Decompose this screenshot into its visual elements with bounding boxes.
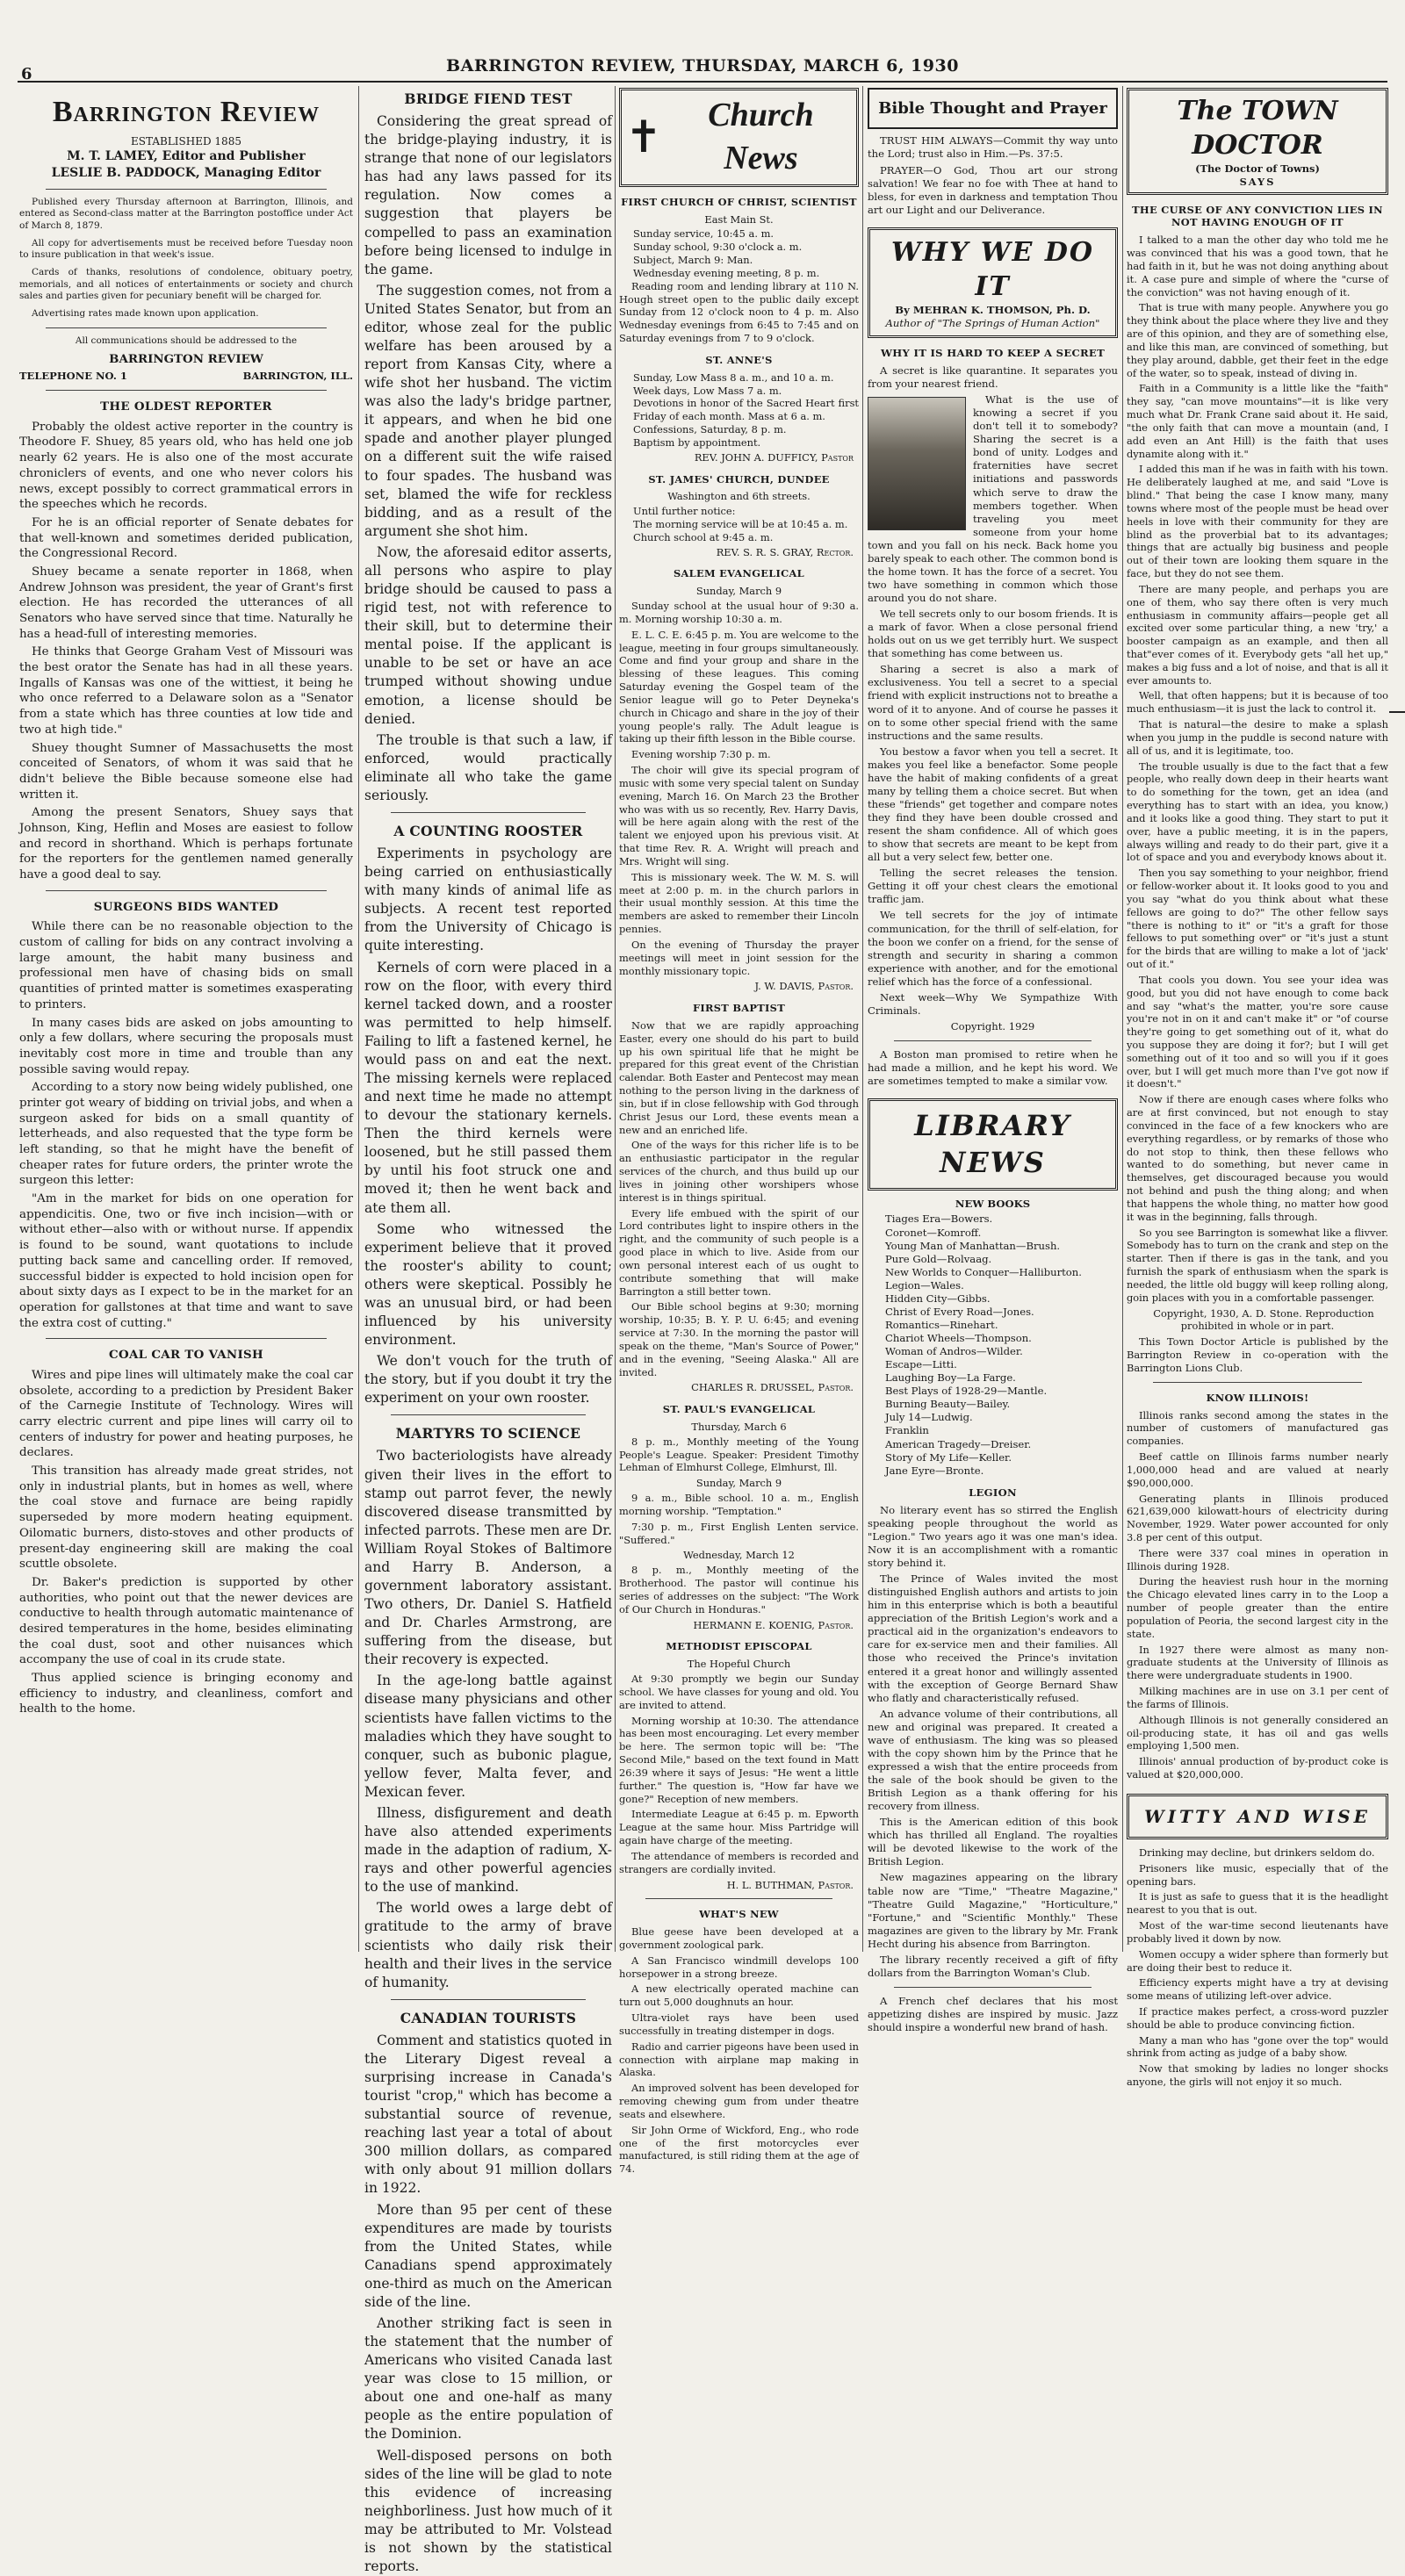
church-headline: ST. ANNE'S xyxy=(705,353,773,366)
article-headline: WHAT'S NEW xyxy=(699,1908,779,1921)
column-1 xyxy=(19,88,353,1949)
schedule-line: Subject, March 9: Man. xyxy=(633,254,753,267)
article-paragraph: Prisoners like music, especially that of the opening bars. xyxy=(1127,1861,1388,1888)
article-paragraph: In 1927 there were almost as many non-graduate students at the University of Illinois as there were undergraduate students in 1900. xyxy=(1127,1643,1388,1682)
bible-thought-header: Bible Thought and Prayer xyxy=(868,88,1118,129)
book-item: Tiages Era—Bowers. xyxy=(885,1212,993,1226)
book-item: Young Man of Manhattan—Brush. xyxy=(885,1239,1061,1252)
church-subhead: East Main St. xyxy=(704,212,774,226)
book-item: Story of My Life—Keller. xyxy=(885,1450,1012,1464)
pastor-signature: HERMANN E. KOENIG, Pastor. xyxy=(693,1618,854,1631)
article-paragraph: We tell secrets only to our bosom friends. It is a mark of favor. When a close personal friend holds out on us we get terribly hurt. We suspect that something has come between us. xyxy=(868,608,1118,660)
article-paragraph: During the heaviest rush hour in the morning the Chicago elevated lines carry in to the Loop a number of people greater than the entire population of Peoria, the second largest city in the state. xyxy=(1127,1575,1388,1640)
church-paragraph: This is missionary week. The W. M. S. will meet at 2:00 p. m. in the church parlors in their usual monthly session. At this time the members are asked to remember their Lincoln pennies. xyxy=(619,870,859,936)
column-4 xyxy=(868,88,1118,2034)
article-paragraph: A French chef declares that his most appetizing dishes are inspired by music. Jazz should inspire a wonderful new brand of hash. xyxy=(868,1994,1118,2034)
editor: M. T. LAMEY, Editor and Publisher xyxy=(67,149,306,164)
copyright: Copyright, 1930, A. D. Stone. Reproduction prohibited in whole or in part. xyxy=(1153,1306,1374,1333)
schedule-line: Confessions, Saturday, 8 p. m. xyxy=(633,423,787,436)
why-we-do-it-header xyxy=(868,227,1118,338)
column-5 xyxy=(1127,88,1388,2089)
church-paragraph: Now that we are rapidly approaching Easter, every one should do his part to build up his own spiritual life that he might be prepared for this great event of the Christian calendar. Both Easter and Pentecost may mean nothing to the person living in the darkness of sin, but if in close fellowship with God through Christ Jesus our Lord, these events mean a new and an enriched life. xyxy=(619,1018,859,1136)
article-paragraph: Thus applied science is bringing economy and efficiency to industry, and cleanliness, comfort and health to the home. xyxy=(19,1672,353,1716)
article-paragraph: We tell secrets for the joy of intimate communication, for the thrill of self-elation, for the boon we confer on a friend, for the sense of strength and security in sharing a common experience with another, and for the emotional relief which has the force of a confessional. xyxy=(868,909,1118,988)
column-2 xyxy=(364,88,612,2574)
article-paragraph: No literary event has so stirred the English speaking people throughout the world as "Legion." Two years ago it was one man's idea. Now it is an accomplishment with a romantic story behind it. xyxy=(868,1503,1118,1570)
article-paragraph: Ultra-violet rays have been used successfully in treating distemper in dogs. xyxy=(619,2011,859,2037)
why-author: By MEHRAN K. THOMSON, Ph. D. xyxy=(895,303,1091,316)
article-paragraph: Now, the aforesaid editor asserts, all persons who aspire to play bridge should be caused to pass a rigid test, not with reference to their skill, but to determine their mental poise. If the applicant is unable to be set or have an ace trumped without showing undue emotion, a license should be denied. xyxy=(364,543,612,727)
article-paragraph: Many a man who has "gone over the top" would shrink from acting as judge of a baby show. xyxy=(1127,2033,1388,2060)
article-paragraph: Wires and pipe lines will ultimately make the coal car obsolete, according to a prediction by President Baker of the Carnegie Institute of Technology. Wires will carry electric current and pipe lines will carry oil to centers of industry for power and heating purposes, he declares. xyxy=(19,1368,353,1460)
book-item: Chariot Wheels—Thompson. xyxy=(885,1332,1032,1345)
book-item: Burning Beauty—Bailey. xyxy=(885,1398,1011,1411)
schedule-line: The morning service will be at 10:45 a. m. xyxy=(633,518,848,530)
article-headline: MARTYRS TO SCIENCE xyxy=(395,1425,581,1443)
article-paragraph: Some who witnessed the experiment believe that it proved the rooster's ability to count; others were skeptical. Possibly he was an unusual bird, or had been influenced by his university environment. xyxy=(364,1220,612,1349)
book-item: Best Plays of 1928-29—Mantle. xyxy=(885,1385,1048,1398)
town-doctor-subtitle: (The Doctor of Towns) xyxy=(1195,162,1320,175)
article-paragraph: The Prince of Wales invited the most distinguished English authors and artists to join him in this enterprise which is both a beautiful appreciation of the British Legion's work and a practical aid in the organization's endeavors to care for ex-service men and their families. All those who received the Prince's invitation entered it a great honor and willingly assented with the exception of George Bernard Shaw who flatly and characteristically refused. xyxy=(868,1572,1118,1704)
article-paragraph: A secret is like quarantine. It separates you from your nearest friend. xyxy=(868,363,1118,391)
address-note: All communications should be addressed to the xyxy=(75,335,298,346)
book-item: Christ of Every Road—Jones. xyxy=(885,1305,1034,1318)
book-item: Pure Gold—Rolvaag. xyxy=(885,1252,992,1265)
article-headline: THE CURSE OF ANY CONVICTION LIES IN NOT HAVING ENOUGH OF IT xyxy=(1132,203,1383,229)
article-paragraph: Radio and carrier pigeons have been used in connection with airplane map making in Alaska. xyxy=(619,2040,859,2079)
article-headline: BRIDGE FIEND TEST xyxy=(404,90,573,107)
schedule-line: Devotions in honor of the Sacred Heart first Friday of each month. Mass at 6 a. m. xyxy=(633,397,859,423)
church-paragraph: On the evening of Thursday the prayer meetings will meet in joint session for the monthly missionary topic. xyxy=(619,938,859,977)
pastor-signature: CHARLES R. DRUSSEL, Pastor. xyxy=(691,1381,854,1394)
book-item: Hidden City—Gibbs. xyxy=(885,1292,991,1305)
article-paragraph: Shuey became a senate reporter in 1868, when Andrew Johnson was president, the year of Grant's first election. He has recorded the utterances of all Senators who have served since that time. Naturally he has a head-full of interesting memories. xyxy=(19,565,353,641)
church-paragraph: 9 a. m., Bible school. 10 a. m., English morning worship. "Temptation." xyxy=(619,1492,859,1517)
article-headline: CANADIAN TOURISTS xyxy=(400,2009,577,2026)
book-item: Jane Eyre—Bronte. xyxy=(885,1464,984,1477)
schedule-line: Sunday school, 9:30 o'clock a. m. xyxy=(633,241,803,254)
article-paragraph: An advance volume of their contributions, all new and original was prepared. It created a wave of enthusiasm. The king was so pleased with the copy shown him by the Prince that he expressed a wish that the entire proceeds from the sale of the book should be given to the British Legion as a thank offering for his recovery from illness. xyxy=(868,1707,1118,1813)
church-paragraph: Reading room and lending library at 110 N. Hough street open to the public daily except Sunday from 12 o'clock noon to 4 p. m. Also Wednesday evenings from 6:45 to 7:45 and on Saturday evenings from 7 to 9 o'clock. xyxy=(619,279,859,345)
column-rule xyxy=(615,86,616,1952)
article-paragraph: Now that smoking by ladies no longer shocks anyone, the girls will not enjoy it so much. xyxy=(1127,2062,1388,2089)
article-paragraph: Efficiency experts might have a try at devising some means of utilizing left-over advice. xyxy=(1127,1976,1388,2003)
book-item: Legion—Wales. xyxy=(885,1278,964,1292)
article-headline: COAL CAR TO VANISH xyxy=(109,1348,263,1363)
article-paragraph: A new electrically operated machine can turn out 5,000 doughnuts an hour. xyxy=(619,1982,859,2009)
article-paragraph: A Boston man promised to retire when he had made a million, and he kept his word. We are sometimes tempted to make a similar vow. xyxy=(868,1048,1118,1088)
article-paragraph: A San Francisco windmill develops 100 horsepower in a strong breeze. xyxy=(619,1954,859,1980)
article-paragraph: Considering the great spread of the bridge-playing industry, it is strange that none of our legislators has had any laws passed for its regulation. Now comes a suggestion that players be compelled to pass an examination before being licensed to indulge in the game. xyxy=(364,113,612,277)
schedule-line: Week days, Low Mass 7 a. m. xyxy=(633,384,782,397)
article-paragraph: This is the American edition of this book which has thrilled all England. The royalties will be devoted likewise to the work of the British Legion. xyxy=(868,1816,1118,1868)
article-paragraph: Sir John Orme of Wickford, Eng., who rode one of the first motorcycles ever manufactured, is still riding them at the age of 74. xyxy=(619,2123,859,2176)
church-subhead: Thursday, March 6 xyxy=(691,1421,787,1433)
article-paragraph: We don't vouch for the truth of the story, but if you doubt it try the experiment on your own rooster. xyxy=(364,1353,612,1407)
church-paragraph: Our Bible school begins at 9:30; morning worship, 10:35; B. Y. P. U. 6:45; and evening service at 7:30. In the morning the pastor will speak on the theme, "Man's Source of Power," and in the evening, "Seeing Alaska." All are invited. xyxy=(619,1300,859,1378)
edge-mark xyxy=(1389,711,1405,713)
church-subhead: Washington and 6th streets. xyxy=(667,490,811,503)
town-doctor-header xyxy=(1127,88,1388,195)
article-paragraph: Illinois ranks second among the states in the number of customers of manufactured gas companies. xyxy=(1127,1408,1388,1448)
article-paragraph: While there can be no reasonable objection to the custom of calling for bids on any contract involving a large amount, the habit many business and professional men have of chasing bids on small quantities of printed matter is sometimes exasperating to printers. xyxy=(19,920,353,1011)
article-paragraph: Probably the oldest active reporter in the country is Theodore F. Shuey, 85 years old, who has held one job nearly 62 years. He is also one of the most accurate chroniclers of events, and one who never colors his news, except possibly to correct grammatical errors in the speeches which he records. xyxy=(19,420,353,512)
why-author-credit: Author of "The Springs of Human Action" xyxy=(885,316,1100,329)
pastor-signature: H. L. BUTHMAN, Pastor. xyxy=(726,1878,854,1891)
book-item: Escape—Litti. xyxy=(885,1358,957,1371)
article-paragraph: What is the use of knowing a secret if you don't tell it to somebody? Sharing the secret is a bond of unity. Lodges and fraternities have secret initiations and passwords which serve to draw the members together. When traveling you meet someone from your home town and you fall on his neck. Back home you barely speak to each other. The common bond is the home town. It has the force of a secret. You two have something in common which those around you do not share. xyxy=(868,393,1118,605)
article-paragraph: The world owes a large debt of gratitude to the army of brave scientists who daily risk their health and their lives in the service of humanity. xyxy=(364,1900,612,1990)
article-paragraph: Next week—Why We Sympathize With Criminals. xyxy=(868,990,1118,1017)
prayer-paragraph: PRAYER—O God, Thou art our strong salvation! We fear no foe with Thee at hand to bless, for even in darkness and temptation Thou art our Light and our Deliverance. xyxy=(868,163,1118,216)
church-paragraph: The attendance of members is recorded and strangers are cordially invited. xyxy=(619,1849,859,1875)
schedule-line: Until further notice: xyxy=(633,505,736,518)
article-paragraph: This transition has already made great strides, not only in industrial plants, but in homes as well, where the coal stove and furnace are being rapidly superseded by more modern heating equipment. Oilomatic burners, disto-stoves and other products of present-day engineering skill are making the coal scuttle obsolete. xyxy=(19,1464,353,1572)
address-name: BARRINGTON REVIEW xyxy=(109,352,263,367)
article-paragraph: If practice makes perfect, a cross-word puzzler should be able to produce convincing fiction. xyxy=(1127,2005,1388,2031)
article-paragraph: I added this man if he was in faith with his town. He deliberately laughed at me, and said "Love is blind." That being the case I know many, many towns where most of the people must be head over heels in love with their community for they are blind as the proverbial bat to its advantages; things that are actually big business and people out of their town are looking them square in the face, but they do not see them. xyxy=(1127,463,1388,580)
church-paragraph: At 9:30 promptly we begin our Sunday school. We have classes for young and old. You are invited to attend. xyxy=(619,1673,859,1711)
article-paragraph: Among the present Senators, Shuey says that Johnson, King, Heflin and Moses are easiest to follow and record in shorthand. Which is perhaps fortunate for the reporters for the gentlemen named generally have a good deal to say. xyxy=(19,806,353,882)
article-paragraph: This Town Doctor Article is published by the Barrington Review in co-operation with the Barrington Lions Club. xyxy=(1127,1335,1388,1374)
church-subhead: Sunday, March 9 xyxy=(695,1477,782,1490)
article-paragraph: He thinks that George Graham Vest of Missouri was the best orator the Senate has had in all these years. Ingalls of Kansas was one of the wittiest, it being he who once referred to a Delaware solon as a "Senator from a state which has three counties at low tide and two at high tide." xyxy=(19,645,353,737)
church-news-title: Church News xyxy=(708,97,814,177)
library-news-header: LIBRARY NEWS xyxy=(868,1098,1118,1191)
church-paragraph: The choir will give its special program of music with some very special talent on Sunday evening, March 16. On March 23 the Brother who was with us so recently, Rev. Harry Davis, will be here again along with the rest of the talent we enjoyed upon his previous visit. At that time Rev. R. A. Wright will preach and Mrs. Wright will sing. xyxy=(619,764,859,867)
article-paragraph: The library recently received a gift of fifty dollars from the Barrington Woman's Club. xyxy=(868,1953,1118,1979)
column-rule xyxy=(1122,86,1123,1952)
article-paragraph: Experiments in psychology are being carried on enthusiastically with many kinds of animal life as subjects. A recent test reported from the University of Chicago is quite interesting. xyxy=(364,845,612,954)
page-number: 6 xyxy=(21,65,32,83)
article-paragraph: Well, that often happens; but it is because of too much enthusiasm—it is just the lack to control it. xyxy=(1127,689,1388,716)
book-item: Laughing Boy—La Farge. xyxy=(885,1371,1016,1385)
book-item: Coronet—Komroff. xyxy=(885,1226,982,1239)
column-rule xyxy=(358,86,359,1952)
city: BARRINGTON, ILL. xyxy=(242,369,353,382)
pastor-signature: J. W. DAVIS, Pastor. xyxy=(754,980,854,993)
article-paragraph: Then you say something to your neighbor, friend or fellow-worker about it. It looks good to you and you say "what do you think about what these fellows are going to do?" The other fellow says "there is nothing to it" or "it's a graft for those fellows to put something over" or "it's just a stunt for the birds that are willing to make a lot of 'jack' out of it." xyxy=(1127,867,1388,971)
church-paragraph: Every life embued with the spirit of our Lord contributes light to inspire others in the right, and the community of such people is a good place in which to live. Aside from our own personal interest each of us ought to contribute something that will make Barrington a still better town. xyxy=(619,1206,859,1298)
article-paragraph: Milking machines are in use on 3.1 per cent of the farms of Illinois. xyxy=(1127,1685,1388,1710)
article-paragraph: Faith in a Community is a little like the "faith" they say, "can move mountains"—it is like very much what Dr. Frank Crane said about it. He said, "the only faith that can move a mountain (and, I add even an Ant Hill) is the faith that uses dynamite along with it." xyxy=(1127,382,1388,460)
article-paragraph: The trouble is that such a law, if enforced, would practically eliminate all who take the game seriously. xyxy=(364,731,612,803)
article-paragraph: Illness, disfigurement and death have also attended experiments made in the adaption of radium, X-rays and other powerful agencies to the use of mankind. xyxy=(364,1804,612,1896)
pastor-signature: REV. S. R. S. GRAY, Rector. xyxy=(716,545,854,558)
article-headline: THE OLDEST REPORTER xyxy=(100,399,272,414)
article-headline: WHY IT IS HARD TO KEEP A SECRET xyxy=(880,346,1106,359)
church-subhead: Sunday, March 9 xyxy=(695,585,782,598)
church-headline: SALEM EVANGELICAL xyxy=(674,567,804,580)
article-paragraph: Although Illinois is not generally considered an oil-producing state, it has oil and gas wells employing 1,500 men. xyxy=(1127,1713,1388,1752)
article-paragraph: Kernels of corn were placed in a row on the floor, with every third kernel tacked down, and a rooster was permitted to help himself. Failing to lift a fastened kernel, he would pass on and eat the next. The missing kernels were replaced and next time he made no attempt to devour the stationary kernels. Then the third kernels were loosened, but he still passed them by until his foot struck one and moved it; then he went back and ate them all. xyxy=(364,959,612,1216)
paper-title: Barrington Review xyxy=(52,96,321,128)
article-paragraph: Two bacteriologists have already given their lives in the effort to stamp out parrot fever, the newly discovered disease transmitted by infected parrots. These men are Dr. William Royal Stokes of Baltimore and Harry B. Anderson, a government laboratory assistant. Two others, Dr. Daniel S. Hatfield and Dr. Charles Armstrong, are suffering from the disease, but their recovery is expected. xyxy=(364,1448,612,1668)
article-paragraph: Blue geese have been developed at a government zoological park. xyxy=(619,1925,859,1951)
author-portrait xyxy=(868,397,966,530)
article-paragraph: There were 337 coal mines in operation in Illinois during 1928. xyxy=(1127,1546,1388,1572)
church-subhead: Wednesday, March 12 xyxy=(683,1549,795,1562)
church-headline: FIRST BAPTIST xyxy=(693,1002,785,1015)
church-subhead: The Hopeful Church xyxy=(687,1658,791,1671)
church-paragraph: Intermediate League at 6:45 p. m. Epworth League at the same hour. Miss Partridge will again have charge of the meeting. xyxy=(619,1808,859,1847)
publisher-info xyxy=(19,134,353,182)
publication-note: Advertising rates made known upon application. xyxy=(32,307,259,319)
established: ESTABLISHED 1885 xyxy=(131,134,241,148)
town-doctor-says: SAYS xyxy=(1239,175,1276,188)
pastor-signature: REV. JOHN A. DUFFICY, Pastor xyxy=(694,450,854,464)
church-headline: METHODIST EPISCOPAL xyxy=(666,1640,812,1653)
schedule-line: Sunday, Low Mass 8 a. m., and 10 a. m. xyxy=(633,371,834,384)
town-doctor-title: The TOWN DOCTOR xyxy=(1177,96,1338,161)
article-paragraph: So you see Barrington is somewhat like a flivver. Somebody has to turn on the crank and step on the starter. Then if there is gas in the tank, and you furnish the spark of enthusiasm when the spark is needed, the little old buggy will keep rolling along, goin places with you in a comfortable passenger. xyxy=(1127,1226,1388,1304)
article-paragraph: Sharing a secret is also a mark of exclusiveness. You tell a secret to a special friend with explicit instructions not to breathe a word of it to anyone. And of course he passes it on to some other special friend with the same instructions and the same results. xyxy=(868,663,1118,742)
why-title: WHY WE DO IT xyxy=(890,236,1095,302)
schedule-line: Wednesday evening meeting, 8 p. m. xyxy=(633,266,820,279)
article-paragraph: Women occupy a wider sphere than formerly but are doing their best to reduce it. xyxy=(1127,1947,1388,1974)
telephone: TELEPHONE NO. 1 xyxy=(19,369,127,382)
article-paragraph: In many cases bids are asked on jobs amounting to only a few dollars, where securing the proposals must inevitably cost more in time and trouble than any possible saving would repay. xyxy=(19,1016,353,1076)
article-paragraph: Generating plants in Illinois produced 621,639,000 kilowatt-hours of electricity during November, 1929. Water power accounted for only 3.8 per cent of this output. xyxy=(1127,1492,1388,1543)
article-paragraph: Well-disposed persons on both sides of the line will be glad to note this evidence of increasing neighborliness. Just how much of it may be attributed to Mr. Volstead is not shown by the statistical reports. xyxy=(364,2447,612,2574)
church-headline: FIRST CHURCH OF CHRIST, SCIENTIST xyxy=(621,195,857,208)
schedule-line: Church school at 9:45 a. m. xyxy=(633,530,774,543)
column-rule xyxy=(862,86,863,1952)
church-paragraph: 8 p. m., Monthly meeting of the Brotherhood. The pastor will continue his series of addresses on the subject: "The Work of Our Church in Honduras." xyxy=(619,1564,859,1615)
article-headline: KNOW ILLINOIS! xyxy=(1206,1391,1309,1404)
article-paragraph: "Am in the market for bids on one operation for appendicitis. One, two or five inch incision—with or without ether—also with or without nurse. If appendix is found to be sound, want quotations to include putting back same and cancelling order. If removed, successful bidder is expected to hold incision open for about sixty days as I expect to be in the market for an operation for gallstones at that time and want to save the extra cost of cutting." xyxy=(19,1192,353,1330)
column-3 xyxy=(619,88,859,2176)
article-paragraph: More than 95 per cent of these expenditures are made by tourists from the United States, while Canadians spend approximately one-third as much on the American side of the line. xyxy=(364,2201,612,2310)
publication-note: Published every Thursday afternoon at Barrington, Illinois, and entered as Second-class matter at the Barrington postoffice under Act of March 8, 1879. xyxy=(19,196,353,232)
article-paragraph: New magazines appearing on the library table now are "Time," "Theatre Magazine," "Theatre Guild Magazine," "Horticulture," "Fortune," and "Scientific Monthly." These magazines are given to the library by Mr. Frank Hecht during his absence from Barrington. xyxy=(868,1871,1118,1950)
article-paragraph: The trouble usually is due to the fact that a few people, who really down deep in their hearts want to do something for the town, get an idea (and everything has to start with an idea, you know,) and it looks like a good thing. They start to put it over, have a public meeting, it is in the papers, always willing and ready to do their part, give it a lot of space and you and everybody knows about it. xyxy=(1127,759,1388,864)
church-paragraph: One of the ways for this richer life is to be an enthusiastic participator in the regular services of the church, and thus build up our lives in joining other worshipers whose interest is in things spiritual. xyxy=(619,1139,859,1204)
church-headline: ST. JAMES' CHURCH, DUNDEE xyxy=(648,472,830,486)
book-item: Woman of Andros—Wilder. xyxy=(885,1345,1023,1358)
article-paragraph: Another striking fact is seen in the statement that the number of Americans who visited Canada last year was close to 15 million, or about one and one-half as many people as the entire population of the Dominion. xyxy=(364,2314,612,2443)
article-paragraph: Most of the war-time second lieutenants have probably lived it down by now. xyxy=(1127,1919,1388,1945)
church-paragraph: Sunday school at the usual hour of 9:30 a. m. Morning worship 10:30 a. m. xyxy=(619,600,859,625)
article-paragraph: Comment and statistics quoted in the Literary Digest reveal a surprising increase in Canada's tourist "crop," which has become a substantial source of revenue, reaching last year a total of about 300 million dollars, as compared with only about 91 million dollars in 1922. xyxy=(364,2032,612,2197)
church-paragraph: Morning worship at 10:30. The attendance has been most encouraging. Let every member be here. The sermon topic will be: "The Second Mile," based on the text found in Matt 26:39 where it says of Jesus: "He went a little further." The question is, "How far have we gone?" Reception of new members. xyxy=(619,1714,859,1805)
church-paragraph: Evening worship 7:30 p. m. xyxy=(631,748,771,761)
article-paragraph: According to a story now being widely published, one printer got weary of bidding on trivial jobs, and when a surgeon asked for bids on a small quantity of letterheads, and also requested that the type form be left standing, so that he might have the benefit of cheaper rates for future orders, the printer wrote the surgeon this letter: xyxy=(19,1081,353,1188)
church-paragraph: 8 p. m., Monthly meeting of the Young People's League. Speaker: President Timothy Lehman of Elmhurst College, Elmhurst, Ill. xyxy=(619,1435,859,1474)
article-paragraph: Dr. Baker's prediction is supported by other authorities, who point out that the newer devices are conductive to health through automatic maintenance of desired temperatures in the home, besides eliminating the coal dust, soot and other nuisances which accompany the use of coal in its crude state. xyxy=(19,1575,353,1667)
article-paragraph: In the age-long battle against disease many physicians and other scientists have fallen victims to the maladies which they have sought to conquer, such as bubonic plague, yellow fever, Malta fever, and Mexican fever. xyxy=(364,1673,612,1800)
church-paragraph: 7:30 p. m., First English Lenten service. "Suffered." xyxy=(619,1520,859,1546)
book-item: Romantics—Rinehart. xyxy=(885,1318,998,1331)
article-headline: A COUNTING ROOSTER xyxy=(393,822,583,839)
article-paragraph: That cools you down. You see your idea was good, but you did not have enough to come back and say "what's the matter, you're sore cause you're not in on it and can't make it" or "of course they're going to get something out of it, what do you suppose they are doing it for?; but I will get something out of it too and so will you if it goes over, but I will get much more than I've got now if it doesn't." xyxy=(1127,973,1388,1090)
publication-note: All copy for advertisements must be received before Tuesday noon to insure publication in that week's issue. xyxy=(19,237,353,261)
book-item: American Tragedy—Dreiser. xyxy=(885,1437,1032,1450)
article-paragraph: I talked to a man the other day who told me he was convinced that his was a good town, that he had faith in it, but he was not doing anything about it. A case pure and simple of where the "curse of the conviction" was not having enough of it. xyxy=(1127,234,1388,299)
book-item: July 14—Ludwig. xyxy=(885,1411,973,1424)
article-paragraph: An improved solvent has been developed for removing chewing gum from under theatre seats and elsewhere. xyxy=(619,2082,859,2120)
contact-line xyxy=(19,370,353,383)
witty-and-wise-header: WITTY AND WISE xyxy=(1127,1794,1388,1839)
article-paragraph: Shuey thought Sumner of Massachusetts the most conceited of Senators, of whom it was said that he didn't believe the Bible because someone else had written it. xyxy=(19,741,353,802)
church-paragraph: E. L. C. E. 6:45 p. m. You are welcome to the league, meeting in four groups simultaneously. Come and find your group and share in the blessing of these leagues. This coming Saturday evening the Gospel team of the Senior league will go to Peter Deyneka's church in Chicago and share in the joy of their young people's rally. The Adult league is taking up their fifth lesson in the Bible course. xyxy=(619,628,859,745)
article-paragraph: It is just as safe to guess that it is the headlight nearest to you that is out. xyxy=(1127,1890,1388,1917)
article-paragraph: Beef cattle on Illinois farms number nearly 1,000,000 head and are valued at nearly $90,000,000. xyxy=(1127,1450,1388,1489)
article-paragraph: Drinking may decline, but drinkers seldom do. xyxy=(1139,1846,1375,1859)
top-rule xyxy=(18,81,1387,83)
article-paragraph: Illinois' annual production of by-product coke is valued at $20,000,000. xyxy=(1127,1755,1388,1781)
publication-note: Cards of thanks, resolutions of condolence, obituary poetry, memorials, and all notices of entertainments or society and church sales and parties given for pecuniary benefit will be charged for. xyxy=(19,267,353,302)
cross-icon: ✝ xyxy=(625,112,662,163)
schedule-line: Baptism by appointment. xyxy=(633,435,761,449)
article-paragraph: Telling the secret releases the tension. Getting it off your chest clears the emotional traffic jam. xyxy=(868,867,1118,906)
article-paragraph: Now if there are enough cases where folks who are at first convinced, but not enough to stay convinced in the face of a few knockers who are everything regardless, or by remarks of those who do not stop to think, then these fellows who wanted to do something, but never came in themselves, get discouraged because you would not behind and push the thing along; and when that happens the whole thing, no matter how good it was in the beginning, falls through. xyxy=(1127,1093,1388,1223)
new-books-head: NEW BOOKS xyxy=(955,1198,1031,1211)
schedule-line: Sunday service, 10:45 a. m. xyxy=(633,227,774,241)
article-paragraph: The suggestion comes, not from a United States Senator, but from an editor, whose zeal for the public welfare has been aroused by a report from Kansas City, where a wife shot her husband. The victim was also the lady's bridge partner, it appears, and when he bid one spade and another player plunged on a different suit the wife raised to four spades. The husband was set, blamed the wife for reckless bidding, and as a result of the argument she shot him. xyxy=(364,282,612,539)
copyright: Copyright. 1929 xyxy=(950,1019,1035,1033)
masthead: BARRINGTON REVIEW, THURSDAY, MARCH 6, 1930 xyxy=(446,56,959,76)
article-paragraph: You bestow a favor when you tell a secret. It makes you feel like a benefactor. Some people have the habit of making confidents of a great many by telling them a choice secret. But when these "friends" get together and compare notes they find they have been double crossed and resent the sham confidence. All of which goes to show that secrets are meant to be kept from all but a very select few, better one. xyxy=(868,745,1118,864)
article-paragraph: There are many people, and perhaps you are one of them, who say there often is very much enthusiasm in community affairs—people get all excited over some particular thing, a new 'try,' a booster campaign as an example, and then all that"ever comes of it. Everybody gets "all het up," makes a big fuss and a lot of noise, and that is all it ever amounts to. xyxy=(1127,582,1388,687)
book-item: New Worlds to Conquer—Halliburton. xyxy=(885,1265,1082,1278)
church-news-header xyxy=(619,88,859,187)
managing-editor: LESLIE B. PADDOCK, Managing Editor xyxy=(51,165,321,180)
article-paragraph: For he is an official reporter of Senate debates for that well-known and sometimes derided publication, the Congressional Record. xyxy=(19,515,353,561)
article-headline: LEGION xyxy=(969,1486,1017,1499)
prayer-paragraph: TRUST HIM ALWAYS—Commit thy way unto the Lord; trust also in Him.—Ps. 37:5. xyxy=(868,134,1118,161)
book-list xyxy=(868,1212,1118,1477)
article-headline: SURGEONS BIDS WANTED xyxy=(93,899,279,914)
article-paragraph: That is natural—the desire to make a splash when you jump in the puddle is second nature with all of us, and it is legitimate, too. xyxy=(1127,718,1388,757)
church-headline: ST. PAUL'S EVANGELICAL xyxy=(662,1403,816,1416)
article-paragraph: That is true with many people. Anywhere you go they think about the place where they live and they are of this opinion, and they are of something else, and like this man, are convinced of something, but they play around, dabble, get their feet in the edge of the water, so to speak, instead of diving in. xyxy=(1127,301,1388,379)
book-item: Franklin xyxy=(885,1424,929,1437)
